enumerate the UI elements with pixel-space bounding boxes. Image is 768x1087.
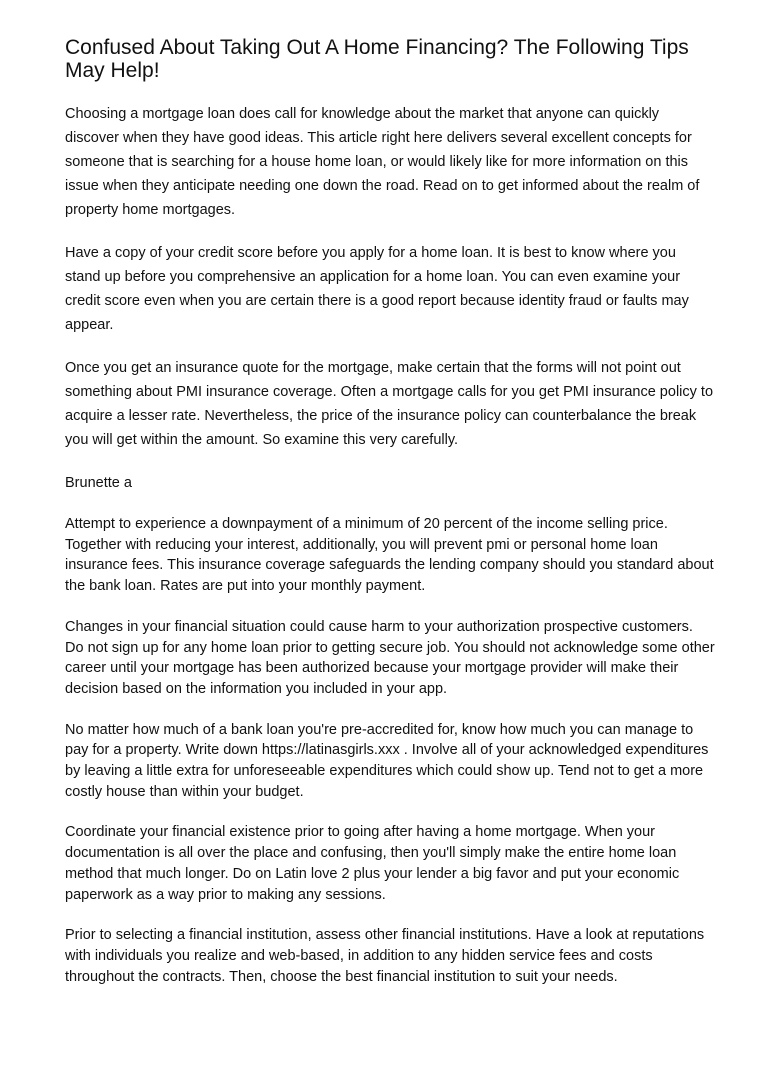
document-page: [65, 36, 715, 987]
document-title: Confused About Taking Out A Home Financing? The Following Tips May Help!: [65, 36, 689, 82]
paragraph-brunette: Brunette a: [65, 475, 132, 491]
paragraph-credit-score: Have a copy of your credit score before you apply for a home loan. It is best to know where you stand up before you comprehensive an application for a home loan. You can even examine your credit score even when you are certain there is a good report because identity fraud or faults may appear.: [65, 245, 689, 333]
paragraph-paperwork: Coordinate your financial existence prior to going after having a home mortgage. When your documentation is all over the place and confusing, then you'll simply make the entire home loan method that much longer. Do on Latin love 2 plus your lender a big favor and put your economic paperwork as a way prior to making any sessions.: [65, 824, 680, 903]
paragraph-pmi-insurance: Once you get an insurance quote for the mortgage, make certain that the forms will not point out something about PMI insurance coverage. Often a mortgage calls for you get PMI insurance policy to acquire a lesser rate. Nevertheless, the price of the insurance policy can counterbalance the break you will get within the amount. So examine this very carefully.: [65, 360, 714, 448]
paragraph-lender-selection: Prior to selecting a financial institution, assess other financial institutions. Have a look at reputations with individuals you realize and web-based, in addition to any hidden service fees and costs throughout the contracts. Then, choose the best financial institution to suit your needs.: [65, 927, 705, 985]
paragraph-downpayment: Attempt to experience a downpayment of a minimum of 20 percent of the income selling price. Together with reducing your interest, additionally, you will prevent pmi or personal home loan insurance fees. This insurance coverage safeguards the lending company should you standard about the bank loan. Rates are put into your monthly payment.: [65, 516, 714, 595]
paragraph-intro: Choosing a mortgage loan does call for knowledge about the market that anyone can quickly discover when they have good ideas. This article right here delivers several excellent concepts for someone that is searching for a house home loan, or would likely like for more information on this issue when they anticipate needing one down the road. Read on to get informed about the realm of property home mortgages.: [65, 106, 700, 218]
paragraph-financial-changes: Changes in your financial situation could cause harm to your authorization prospective customers. Do not sign up for any home loan prior to getting secure job. You should not acknowledge some other career until your mortgage has been authorized because your mortgage provider will make their decision based on the information you included in your app.: [65, 618, 715, 697]
paragraph-budget: No matter how much of a bank loan you're pre-accredited for, know how much you can manage to pay for a property. Write down https://latinasgirls.xxx . Involve all of your acknowledged expenditures by leaving a little extra for unforeseeable expenditures which could show up. Tend not to get a more costly house than within your budget.: [65, 721, 709, 800]
